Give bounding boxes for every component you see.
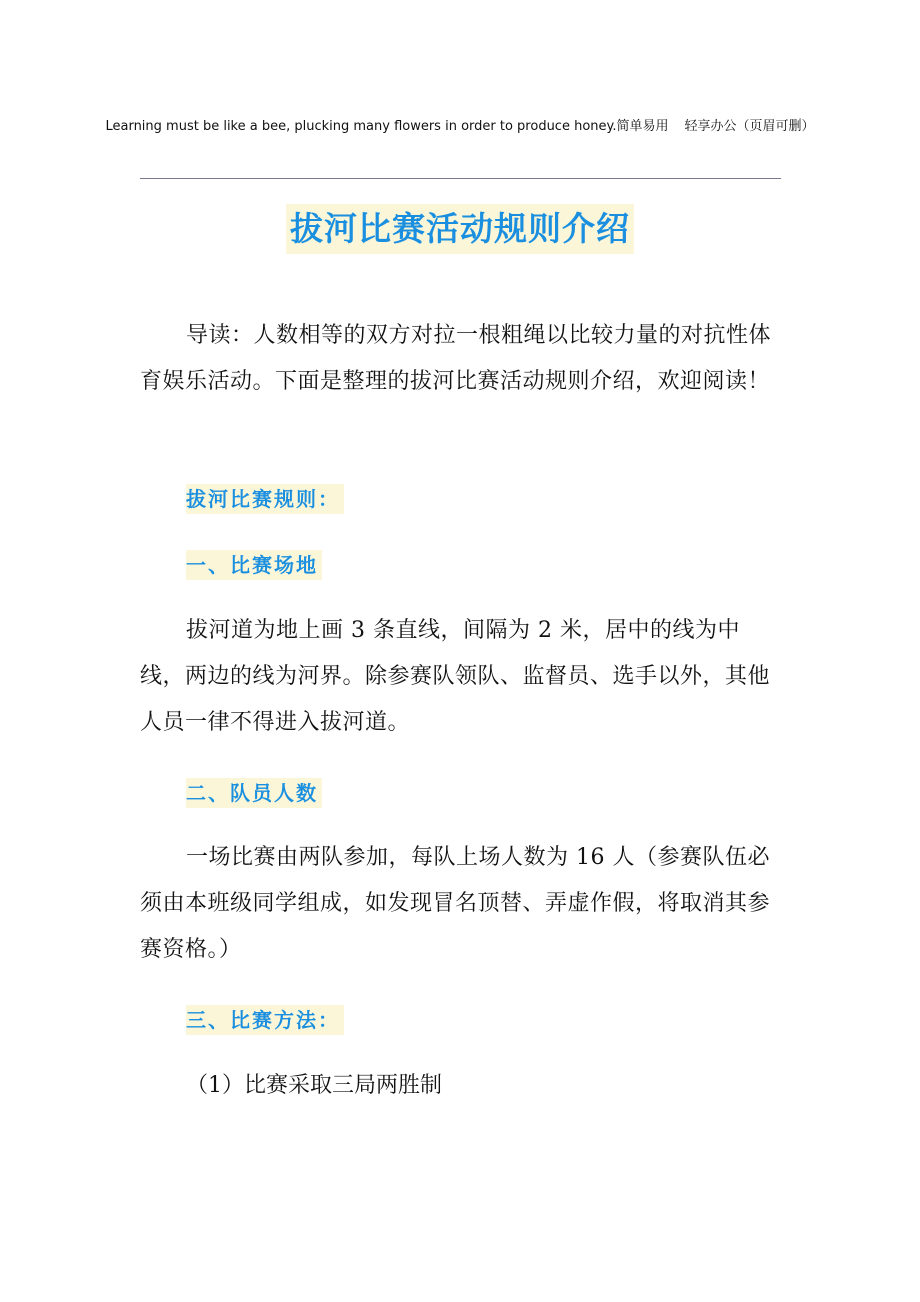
- document-title: [0, 204, 920, 254]
- header-note-simple: 简单易用: [616, 119, 669, 134]
- section3-item-1: （1）比赛采取三局两胜制: [186, 1073, 442, 1098]
- section1-heading: 一、比赛场地: [186, 550, 322, 580]
- section3-heading: 三、比赛方法：: [186, 1005, 344, 1035]
- section2-heading: 二、队员人数: [186, 778, 322, 808]
- header-note-office: 轻享办公（页眉可删）: [684, 119, 815, 134]
- section2-paragraph: 一场比赛由两队参加，每队上场人数为 16 人（参赛队伍必须由本班级同学组成，如发现冒名顶替、弄虚作假，将取消其参赛资格。）: [140, 845, 771, 962]
- header-divider: [140, 178, 781, 179]
- section1-paragraph: 拔河道为地上画 3 条直线，间隔为 2 米，居中的线为中线，两边的线为河界。除参赛队领队、监督员、选手以外，其他人员一律不得进入拔河道。: [140, 618, 771, 735]
- rules-heading: 拔河比赛规则：: [186, 484, 344, 514]
- header-quote: Learning must be like a bee, plucking many flowers in order to produce honey.: [105, 119, 617, 134]
- page-header: [0, 115, 920, 134]
- document-title-text: 拔河比赛活动规则介绍: [286, 204, 634, 254]
- intro-paragraph: 导读：人数相等的双方对拉一根粗绳以比较力量的对抗性体育娱乐活动。下面是整理的拔河比赛活动规则介绍，欢迎阅读！: [140, 323, 772, 394]
